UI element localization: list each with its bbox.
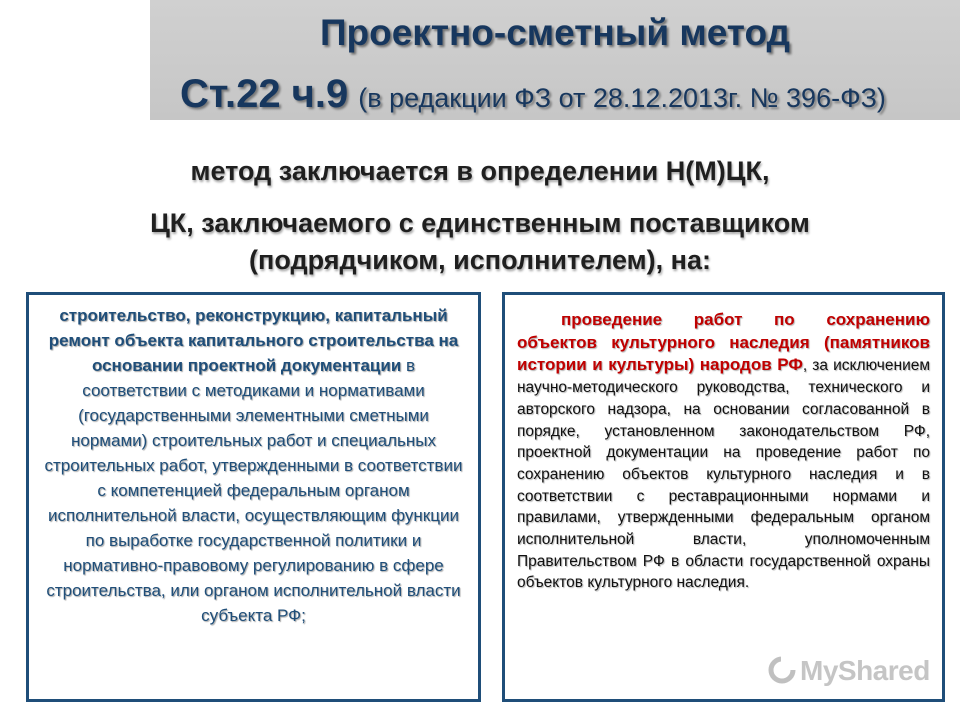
lead-line-1: метод заключается в определении Н(М)ЦК, xyxy=(190,156,770,186)
heritage-method-rest: , за исключением научно-методического руководства, технического и авторского надзора, на основании согласованной в порядке, установленном законодательством РФ, проектной документации на проведение работ по сохранению объектов культурного наследия и в соответствии с реставрационными нормами и правилами, утвержденными федеральным органом исполнительной власти, уполномоченным Правительством РФ в области государственной охраны объектов культурного наследия. xyxy=(517,357,931,592)
slide-subtitle xyxy=(180,72,886,117)
construction-method-bold: строительство, реконструкцию, капитальный ремонт объекта капитального строительства на основании проектной документации xyxy=(48,306,459,375)
lead-line-2: ЦК, заключаемого с единственным поставщиком xyxy=(150,208,810,238)
heritage-method-text xyxy=(517,309,930,594)
watermark-text: MyShared xyxy=(800,655,930,686)
lead-line-3: (подрядчиком, исполнителем), на: xyxy=(249,245,711,275)
construction-method-rest: в соответствии с методиками и нормативами (государственными элементными сметными нормами) строительных работ и специальных строительных работ, утвержденными в соответствии с компетенцией федеральным органом исполнительной власти, осуществляющим функции по выработке государственной политики и нормативно-правовому регулированию в сфере строительства, или органом исполнительной власти субъекта РФ; xyxy=(44,356,463,625)
heritage-method-box xyxy=(502,292,945,702)
article-reference: Ст.22 ч.9 xyxy=(180,72,349,116)
edition-note: (в редакции ФЗ от 28.12.2013г. № 396-ФЗ) xyxy=(358,83,886,113)
construction-method-text xyxy=(43,303,464,628)
heritage-method-red: проведение работ по сохранению объектов культурного наследия (памятников истории и культуры) народов РФ xyxy=(517,310,930,375)
myshared-logo-icon xyxy=(768,656,796,684)
myshared-watermark xyxy=(768,655,930,687)
construction-method-box xyxy=(26,292,481,702)
slide-title: Проектно-сметный метод xyxy=(319,12,791,53)
